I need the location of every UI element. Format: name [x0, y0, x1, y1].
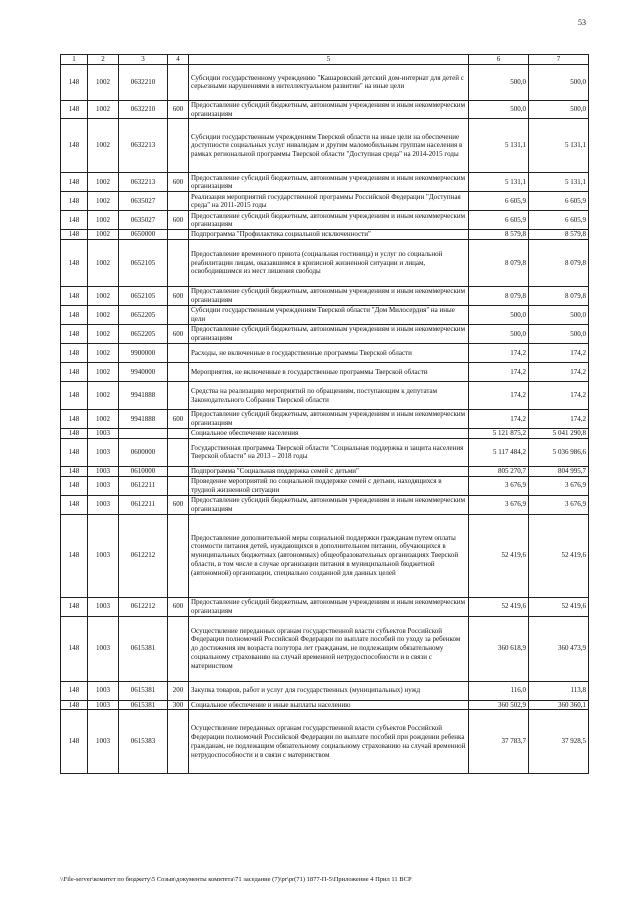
table-row — [61, 681, 589, 700]
section-cell: 1002 — [88, 240, 119, 287]
page-number: 53 — [578, 18, 586, 27]
table-row — [61, 100, 589, 119]
code-cell: 148 — [61, 710, 88, 774]
column-header: 7 — [529, 55, 589, 65]
amount-cell: 805 270,7 — [469, 466, 529, 476]
footer-file-path: \\File-server\комитет по бюджету\5 Созыв\документы комитета\71 заседание (7)\pr\pr(71) 1877-П-5\Приложение 4 Прил 11 ВСР — [60, 876, 412, 883]
code-cell: 148 — [61, 438, 88, 466]
section-cell: 1003 — [88, 438, 119, 466]
section-cell: 1002 — [88, 363, 119, 382]
table-row — [61, 325, 589, 344]
target-article-cell: 0632210 — [119, 64, 168, 100]
amount-cell: 6 605,9 — [469, 211, 529, 230]
expense-type-cell: 600 — [168, 495, 189, 514]
description-cell: Предоставление субсидий бюджетным, автономным учреждениям и иным некоммерческим организациям — [189, 100, 469, 119]
table-row — [61, 700, 589, 710]
section-cell: 1002 — [88, 287, 119, 306]
column-header: 6 — [469, 55, 529, 65]
expense-type-cell: 600 — [168, 410, 189, 429]
amount-cell: 360 473,9 — [529, 616, 589, 681]
section-cell: 1003 — [88, 429, 119, 439]
expense-type-cell: 600 — [168, 173, 189, 192]
description-cell: Реализация мероприятий государственной программы Российской Федерации "Доступная среда" на 2011-2015 годы — [189, 192, 469, 211]
target-article-cell: 0652205 — [119, 306, 168, 325]
expense-type-cell — [168, 429, 189, 439]
description-cell: Осуществление переданных органам государственной власти субъектов Российской Федерации полномочий Российской Федерации по выплате пособий при рождении ребенка гражданам, не подлежащим обязательному социальному страхованию на случай временной нетрудоспособности и в связи с материнством — [189, 710, 469, 774]
table-row — [61, 476, 589, 495]
description-cell: Предоставление дополнительной меры социальной поддержки гражданам путем оплаты стоимости питания детей, нуждающихся в дополнительном питании, обучающихся в муниципальных бюджетных (автономных) общеобразовательных организациях Тверской области, в том числе в случае организации питания в муниципальной бюджетной (автономной) организации, специально созданной для данных целей — [189, 514, 469, 597]
description-cell: Мероприятия, не включенные в государственные программы Тверской области — [189, 363, 469, 382]
description-cell: Государственная программа Тверской области "Социальная поддержка и защита населения Тверской области" на 2013 – 2018 годы — [189, 438, 469, 466]
code-cell: 148 — [61, 616, 88, 681]
code-cell: 148 — [61, 325, 88, 344]
section-cell: 1002 — [88, 344, 119, 363]
target-article-cell: 0615383 — [119, 710, 168, 774]
code-cell: 148 — [61, 681, 88, 700]
column-header: 3 — [119, 55, 168, 65]
table-row — [61, 616, 589, 681]
section-cell: 1003 — [88, 514, 119, 597]
amount-cell: 8 079,8 — [529, 240, 589, 287]
amount-cell: 500,0 — [529, 325, 589, 344]
table-body — [61, 64, 589, 774]
amount-cell: 500,0 — [529, 64, 589, 100]
target-article-cell — [119, 429, 168, 439]
table-row — [61, 192, 589, 211]
table-row — [61, 344, 589, 363]
expense-type-cell — [168, 306, 189, 325]
amount-cell: 174,2 — [469, 363, 529, 382]
target-article-cell: 0615381 — [119, 700, 168, 710]
code-cell: 148 — [61, 363, 88, 382]
amount-cell: 8 079,8 — [529, 287, 589, 306]
code-cell: 148 — [61, 64, 88, 100]
amount-cell: 8 079,8 — [469, 287, 529, 306]
table-row — [61, 64, 589, 100]
target-article-cell: 0635027 — [119, 211, 168, 230]
amount-cell: 174,2 — [529, 410, 589, 429]
expense-type-cell: 300 — [168, 700, 189, 710]
target-article-cell: 0652105 — [119, 240, 168, 287]
amount-cell: 52 419,6 — [529, 514, 589, 597]
description-cell: Субсидии государственным учреждениям Тверской области на иные цели на обеспечение доступности социальных услуг инвалидам и другим маломобильным группам населения в рамках региональной программы Тверской области "Доступная среда" на 2014-2015 годы — [189, 119, 469, 173]
table-row — [61, 382, 589, 410]
code-cell: 148 — [61, 466, 88, 476]
description-cell: Подпрограмма "Социальная поддержка семей с детьми" — [189, 466, 469, 476]
description-cell: Социальное обеспечение и иные выплаты населению — [189, 700, 469, 710]
target-article-cell: 0612211 — [119, 476, 168, 495]
amount-cell: 500,0 — [469, 306, 529, 325]
expense-type-cell — [168, 240, 189, 287]
expense-type-cell — [168, 514, 189, 597]
table-row — [61, 710, 589, 774]
expense-type-cell: 600 — [168, 597, 189, 616]
section-cell: 1002 — [88, 211, 119, 230]
amount-cell: 3 676,9 — [469, 495, 529, 514]
amount-cell: 3 676,9 — [469, 476, 529, 495]
target-article-cell: 0632210 — [119, 100, 168, 119]
code-cell: 148 — [61, 211, 88, 230]
column-header: 4 — [168, 55, 189, 65]
table-row — [61, 466, 589, 476]
expense-type-cell — [168, 363, 189, 382]
section-cell: 1002 — [88, 119, 119, 173]
section-cell: 1002 — [88, 410, 119, 429]
target-article-cell: 0612211 — [119, 495, 168, 514]
amount-cell: 37 783,7 — [469, 710, 529, 774]
amount-cell: 52 419,6 — [469, 514, 529, 597]
section-cell: 1003 — [88, 681, 119, 700]
section-cell: 1003 — [88, 700, 119, 710]
amount-cell: 500,0 — [469, 100, 529, 119]
target-article-cell: 0650000 — [119, 230, 168, 240]
section-cell: 1003 — [88, 710, 119, 774]
amount-cell: 5 036 986,6 — [529, 438, 589, 466]
section-cell: 1002 — [88, 64, 119, 100]
code-cell: 148 — [61, 476, 88, 495]
code-cell: 148 — [61, 344, 88, 363]
section-cell: 1003 — [88, 616, 119, 681]
table-row — [61, 240, 589, 287]
target-article-cell: 0600000 — [119, 438, 168, 466]
expense-type-cell — [168, 382, 189, 410]
amount-cell: 5 131,1 — [529, 119, 589, 173]
budget-table — [60, 54, 589, 774]
amount-cell: 5 131,1 — [469, 119, 529, 173]
code-cell: 148 — [61, 410, 88, 429]
section-cell: 1003 — [88, 466, 119, 476]
section-cell: 1002 — [88, 325, 119, 344]
table-row — [61, 306, 589, 325]
amount-cell: 174,2 — [469, 410, 529, 429]
description-cell: Закупка товаров, работ и услуг для государственных (муниципальных) нужд — [189, 681, 469, 700]
target-article-cell: 0612212 — [119, 597, 168, 616]
table-header-row — [61, 55, 589, 65]
expense-type-cell — [168, 230, 189, 240]
amount-cell: 360 502,9 — [469, 700, 529, 710]
amount-cell: 174,2 — [529, 382, 589, 410]
code-cell: 148 — [61, 287, 88, 306]
code-cell: 148 — [61, 306, 88, 325]
description-cell: Осуществление переданных органам государственной власти субъектов Российской Федерации полномочий Российской Федерации по выплате пособий по уходу за ребенком до достижения им возраста полутора лет гражданам, не подлежащим обязательному социальному страхованию на случай временной нетрудоспособности и в связи с материнством — [189, 616, 469, 681]
amount-cell: 5 117 484,2 — [469, 438, 529, 466]
expense-type-cell — [168, 119, 189, 173]
target-article-cell: 9900000 — [119, 344, 168, 363]
table-row — [61, 363, 589, 382]
section-cell: 1002 — [88, 306, 119, 325]
table-row — [61, 438, 589, 466]
amount-cell: 8 579,8 — [469, 230, 529, 240]
description-cell: Расходы, не включенные в государственные программы Тверской области — [189, 344, 469, 363]
expense-type-cell: 600 — [168, 211, 189, 230]
description-cell: Проведение мероприятий по социальной поддержке семей с детьми, находящихся в трудной жизненной ситуации — [189, 476, 469, 495]
amount-cell: 113,8 — [529, 681, 589, 700]
code-cell: 148 — [61, 700, 88, 710]
expense-type-cell — [168, 64, 189, 100]
target-article-cell: 0610000 — [119, 466, 168, 476]
target-article-cell: 0615381 — [119, 616, 168, 681]
amount-cell: 5 121 875,2 — [469, 429, 529, 439]
expense-type-cell: 600 — [168, 100, 189, 119]
code-cell: 148 — [61, 514, 88, 597]
section-cell: 1003 — [88, 495, 119, 514]
code-cell: 148 — [61, 597, 88, 616]
table-row — [61, 173, 589, 192]
amount-cell: 3 676,9 — [529, 495, 589, 514]
code-cell: 148 — [61, 382, 88, 410]
description-cell: Социальное обеспечение населения — [189, 429, 469, 439]
table-row — [61, 410, 589, 429]
description-cell: Субсидии государственному учреждению "Кашаровский детский дом-интернат для детей с серьезными нарушениями в интеллектуальном развитии" на иные цели — [189, 64, 469, 100]
code-cell: 148 — [61, 192, 88, 211]
target-article-cell: 0632213 — [119, 173, 168, 192]
amount-cell: 8 079,8 — [469, 240, 529, 287]
expense-type-cell — [168, 466, 189, 476]
amount-cell: 5 041 290,8 — [529, 429, 589, 439]
description-cell: Субсидии государственным учреждениям Тверской области "Дом Милосердия" на иные цели — [189, 306, 469, 325]
description-cell: Подпрограмма "Профилактика социальной исключенности" — [189, 230, 469, 240]
amount-cell: 3 676,9 — [529, 476, 589, 495]
amount-cell: 6 605,9 — [529, 192, 589, 211]
target-article-cell: 0652105 — [119, 287, 168, 306]
amount-cell: 6 605,9 — [529, 211, 589, 230]
table-row — [61, 287, 589, 306]
amount-cell: 116,0 — [469, 681, 529, 700]
section-cell: 1002 — [88, 100, 119, 119]
description-cell: Средства на реализацию мероприятий по обращениям, поступающим к депутатам Законодательного Собрания Тверской области — [189, 382, 469, 410]
section-cell: 1003 — [88, 597, 119, 616]
code-cell: 148 — [61, 429, 88, 439]
amount-cell: 37 928,5 — [529, 710, 589, 774]
amount-cell: 174,2 — [469, 382, 529, 410]
amount-cell: 360 618,9 — [469, 616, 529, 681]
amount-cell: 500,0 — [469, 325, 529, 344]
section-cell: 1002 — [88, 382, 119, 410]
column-header: 2 — [88, 55, 119, 65]
target-article-cell: 0632213 — [119, 119, 168, 173]
expense-type-cell: 600 — [168, 325, 189, 344]
target-article-cell: 9941888 — [119, 410, 168, 429]
expense-type-cell — [168, 344, 189, 363]
target-article-cell: 0615381 — [119, 681, 168, 700]
code-cell: 148 — [61, 100, 88, 119]
column-header: 1 — [61, 55, 88, 65]
table-row — [61, 514, 589, 597]
target-article-cell: 9941888 — [119, 382, 168, 410]
description-cell: Предоставление субсидий бюджетным, автономным учреждениям и иным некоммерческим организациям — [189, 287, 469, 306]
amount-cell: 500,0 — [529, 306, 589, 325]
expense-type-cell: 600 — [168, 287, 189, 306]
code-cell: 148 — [61, 173, 88, 192]
amount-cell: 174,2 — [529, 363, 589, 382]
table-row — [61, 429, 589, 439]
target-article-cell: 0635027 — [119, 192, 168, 211]
column-header: 5 — [189, 55, 469, 65]
amount-cell: 174,2 — [469, 344, 529, 363]
code-cell: 148 — [61, 119, 88, 173]
amount-cell: 500,0 — [529, 100, 589, 119]
description-cell: Предоставление субсидий бюджетным, автономным учреждениям и иным некоммерческим организациям — [189, 325, 469, 344]
description-cell: Предоставление субсидий бюджетным, автономным учреждениям и иным некоммерческим организациям — [189, 211, 469, 230]
amount-cell: 5 131,1 — [469, 173, 529, 192]
amount-cell: 174,2 — [529, 344, 589, 363]
target-article-cell: 9940000 — [119, 363, 168, 382]
target-article-cell: 0652205 — [119, 325, 168, 344]
expense-type-cell — [168, 192, 189, 211]
table-row — [61, 230, 589, 240]
table-row — [61, 495, 589, 514]
section-cell: 1002 — [88, 230, 119, 240]
description-cell: Предоставление субсидий бюджетным, автономным учреждениям и иным некоммерческим организациям — [189, 495, 469, 514]
table-row — [61, 597, 589, 616]
target-article-cell: 0612212 — [119, 514, 168, 597]
expense-type-cell — [168, 710, 189, 774]
section-cell: 1002 — [88, 192, 119, 211]
expense-type-cell — [168, 616, 189, 681]
code-cell: 148 — [61, 230, 88, 240]
expense-type-cell: 200 — [168, 681, 189, 700]
amount-cell: 8 579,8 — [529, 230, 589, 240]
description-cell: Предоставление временного приюта (социальная гостиница) и услуг по социальной реабилитации лицам, оказавшимся в кризисной жизненной ситуации и лицам, освободившимся из мест лишения свободы — [189, 240, 469, 287]
description-cell: Предоставление субсидий бюджетным, автономным учреждениям и иным некоммерческим организациям — [189, 410, 469, 429]
code-cell: 148 — [61, 240, 88, 287]
expense-type-cell — [168, 438, 189, 466]
amount-cell: 6 605,9 — [469, 192, 529, 211]
amount-cell: 360 360,1 — [529, 700, 589, 710]
table-row — [61, 119, 589, 173]
amount-cell: 5 131,1 — [529, 173, 589, 192]
section-cell: 1003 — [88, 476, 119, 495]
description-cell: Предоставление субсидий бюджетным, автономным учреждениям и иным некоммерческим организациям — [189, 597, 469, 616]
amount-cell: 500,0 — [469, 64, 529, 100]
amount-cell: 804 995,7 — [529, 466, 589, 476]
amount-cell: 52 419,6 — [529, 597, 589, 616]
expense-type-cell — [168, 476, 189, 495]
section-cell: 1002 — [88, 173, 119, 192]
table-row — [61, 211, 589, 230]
code-cell: 148 — [61, 495, 88, 514]
description-cell: Предоставление субсидий бюджетным, автономным учреждениям и иным некоммерческим организациям — [189, 173, 469, 192]
amount-cell: 52 419,6 — [469, 597, 529, 616]
